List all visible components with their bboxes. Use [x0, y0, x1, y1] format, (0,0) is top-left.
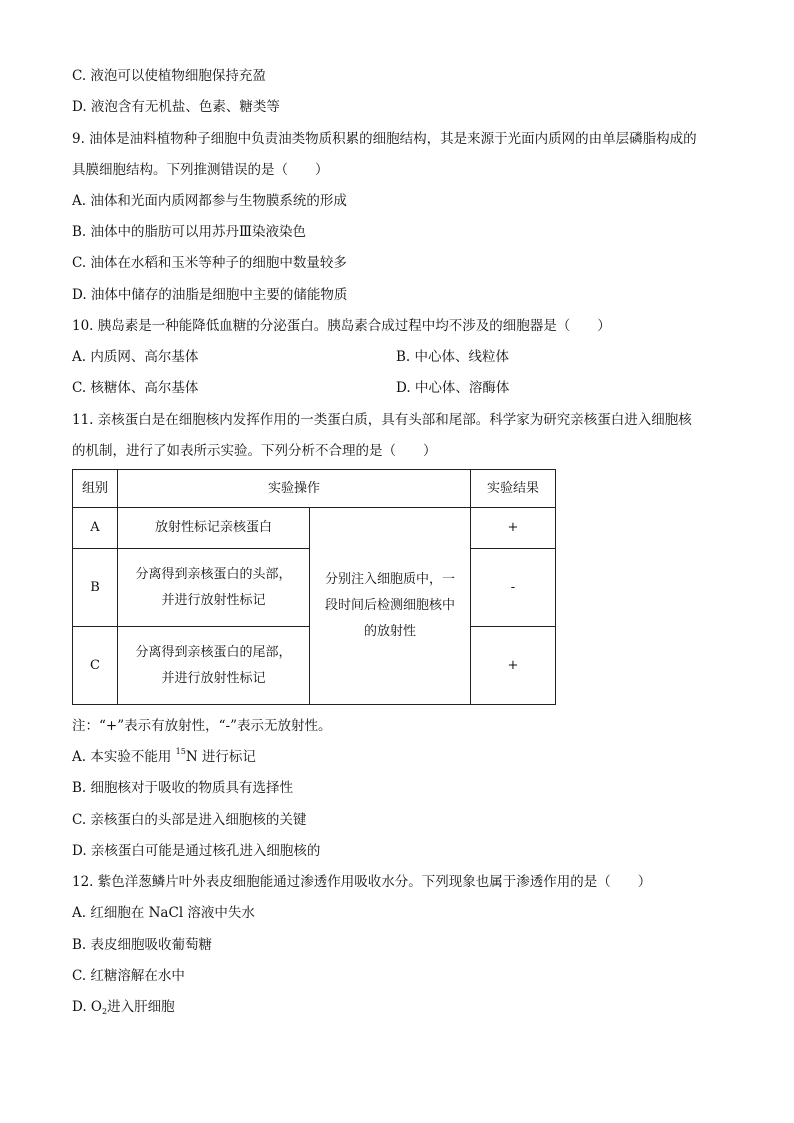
experiment-table — [72, 469, 556, 705]
table-header-result: 实验结果 — [471, 470, 556, 508]
merged-operation-cell — [310, 508, 471, 705]
table-header-row — [73, 470, 556, 508]
q12d-subscript: 2 — [102, 1007, 108, 1016]
q12-option-d — [72, 997, 175, 1017]
q9-option-a: A. 油体和光面内质网都参与生物膜系统的形成 — [72, 193, 347, 209]
q11a-text-pre: A. 本实验不能用 — [72, 749, 176, 765]
q11-stem-line-1: 11. 亲核蛋白是在细胞核内发挥作用的一类蛋白质，具有头部和尾部。科学家为研究亲核蛋白进入细胞核 — [72, 412, 692, 428]
result-cell: + — [471, 627, 556, 705]
group-cell: A — [73, 508, 118, 549]
merged-operation-line: 段时间后检测细胞核中 — [324, 598, 455, 613]
q12-option-b: B. 表皮细胞吸收葡萄糖 — [72, 937, 213, 953]
q12-option-a: A. 红细胞在 NaCl 溶液中失水 — [72, 905, 255, 921]
operation-label-line: 放射性标记亲核蛋白 — [154, 520, 272, 535]
q11a-text-post: N 进行标记 — [185, 749, 256, 765]
operation-label-line: 分离得到亲核蛋白的尾部， — [135, 644, 292, 660]
q11-stem-line-2: 的机制，进行了如表所示实验。下列分析不合理的是（ ） — [72, 443, 437, 459]
q10-stem: 10. 胰岛素是一种能降低血糖的分泌蛋白。胰岛素合成过程中均不涉及的细胞器是（ ） — [72, 318, 611, 334]
result-cell: + — [471, 508, 556, 549]
merged-operation-line: 分别注入细胞质中，一 — [324, 572, 455, 587]
operation-label-cell — [118, 549, 310, 627]
operation-label-cell — [118, 627, 310, 705]
q9-option-b: B. 油体中的脂肪可以用苏丹Ⅲ染液染色 — [72, 224, 307, 240]
q10-option-c: C. 核糖体、高尔基体 — [72, 380, 199, 396]
q10-option-a: A. 内质网、高尔基体 — [72, 349, 199, 365]
q12d-text-post: 进入肝细胞 — [107, 999, 175, 1015]
q11-option-a — [72, 747, 256, 767]
q11-option-c: C. 亲核蛋白的头部是进入细胞核的关键 — [72, 812, 307, 828]
operation-label-line: 并进行放射性标记 — [161, 592, 266, 608]
q10-option-b: B. 中心体、线粒体 — [396, 349, 510, 365]
q9-option-c: C. 油体在水稻和玉米等种子的细胞中数量较多 — [72, 255, 347, 271]
q9-stem-line-1: 9. 油体是油料植物种子细胞中负责油类物质积累的细胞结构，其是来源于光面内质网的由单层磷脂构成的 — [72, 131, 697, 147]
q8-option-c: C. 液泡可以使植物细胞保持充盈 — [72, 68, 266, 84]
q9-stem-line-2: 具膜细胞结构。下列推测错误的是（ ） — [72, 162, 329, 178]
table-header-operation: 实验操作 — [118, 470, 471, 508]
q12d-text-pre: D. O — [72, 999, 102, 1015]
q8-option-d: D. 液泡含有无机盐、色素、糖类等 — [72, 99, 280, 115]
q11a-isotope-number: 15 — [175, 747, 186, 756]
operation-label-line: 并进行放射性标记 — [161, 670, 266, 686]
merged-operation-line: 的放射性 — [363, 624, 416, 639]
q11-option-b: B. 细胞核对于吸收的物质具有选择性 — [72, 780, 294, 796]
q11-option-d: D. 亲核蛋白可能是通过核孔进入细胞核的 — [72, 843, 321, 859]
table-row — [73, 508, 556, 549]
q12-option-c: C. 红糖溶解在水中 — [72, 968, 185, 984]
q12-stem: 12. 紫色洋葱鳞片叶外表皮细胞能通过渗透作用吸收水分。下列现象也属于渗透作用的是（ ） — [72, 874, 652, 890]
q10-option-d: D. 中心体、溶酶体 — [396, 380, 510, 396]
q9-option-d: D. 油体中储存的油脂是细胞中主要的储能物质 — [72, 287, 348, 303]
q11-table-note: 注：“+”表示有放射性，“-”表示无放射性。 — [72, 718, 332, 734]
result-cell: - — [471, 549, 556, 627]
operation-label-cell — [118, 508, 310, 549]
group-cell: B — [73, 549, 118, 627]
table-header-group: 组别 — [73, 470, 118, 508]
group-cell: C — [73, 627, 118, 705]
operation-label-line: 分离得到亲核蛋白的头部， — [135, 566, 292, 582]
